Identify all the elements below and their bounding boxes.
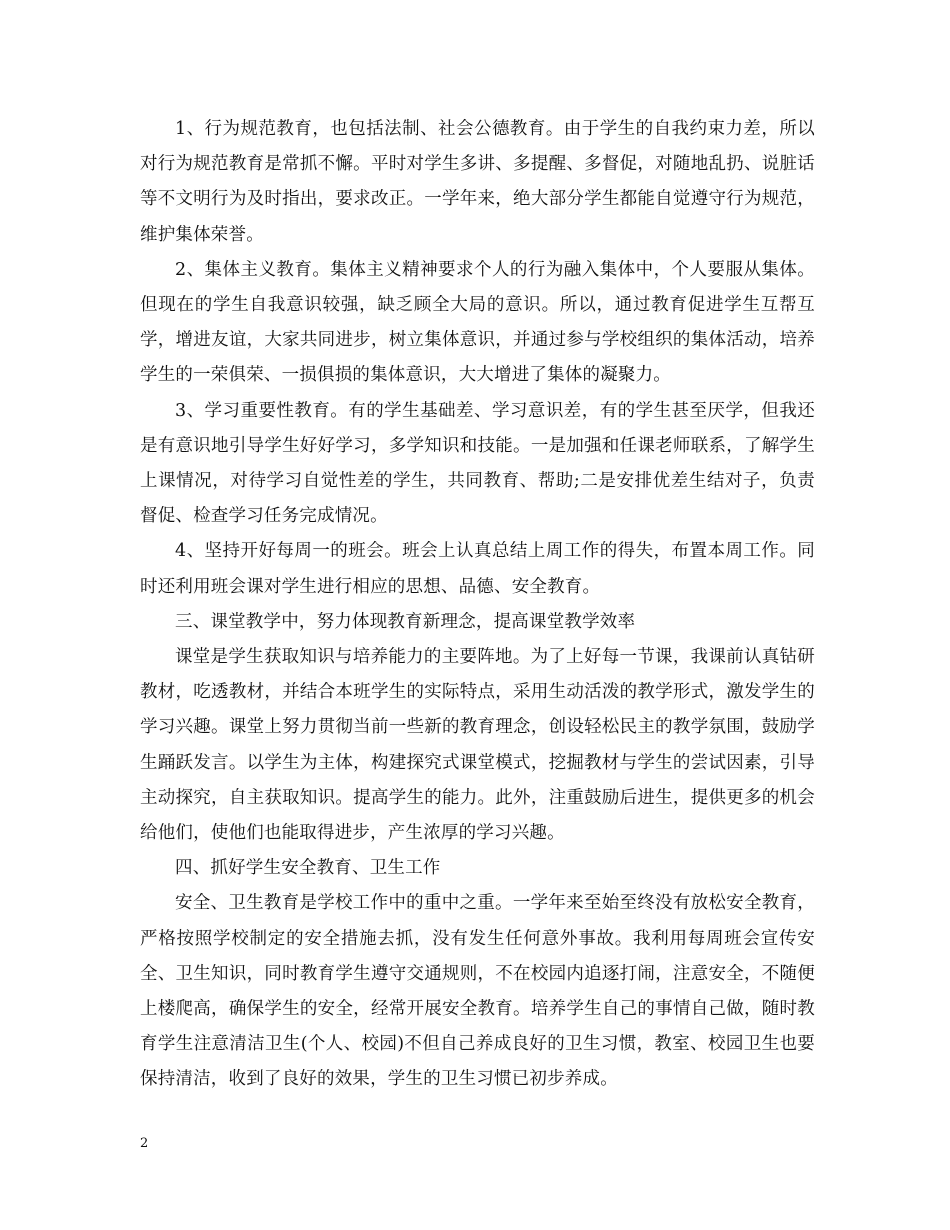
paragraph-behavior-norms: 1、行为规范教育，也包括法制、社会公德教育。由于学生的自我约束力差，所以对行为规范教育是常抓不懈。平时对学生多讲、多提醒、多督促，对随地乱扔、说脏话等不文明行为及时指出，要求改正。一学年来，绝大部分学生都能自觉遵守行为规范，维护集体荣誉。 — [140, 119, 815, 245]
section-heading-classroom-teaching: 三、课堂教学中，努力体现教育新理念，提高课堂教学效率 — [175, 611, 636, 632]
page-number: 2 — [140, 1136, 149, 1151]
paragraph-safety-hygiene: 安全、卫生教育是学校工作中的重中之重。一学年来至始至终没有放松安全教育，严格按照学校制定的安全措施去抓，没有发生任何意外事故。我利用每周班会宣传安全、卫生知识，同时教育学生遵守交通规则，不在校园内追逐打闹，注意安全，不随便上楼爬高，确保学生的安全，经常开展安全教育。培养学生自己的事情自己做，随时教育学生注意清洁卫生(个人、校园)不但自己养成良好的卫生习惯，教室、校园卫生也要保持清洁，收到了良好的效果，学生的卫生习惯已初步养成。 — [140, 893, 815, 1090]
document-body — [140, 112, 815, 1098]
paragraph-collectivism: 2、集体主义教育。集体主义精神要求个人的行为融入集体中，个人要服从集体。但现在的学生自我意识较强，缺乏顾全大局的意识。所以，通过教育促进学生互帮互学，增进友谊，大家共同进步，树立集体意识，并通过参与学校组织的集体活动，培养学生的一荣俱荣、一损俱损的集体意识，大大增进了集体的凝聚力。 — [140, 259, 815, 386]
paragraph-study-importance: 3、学习重要性教育。有的学生基础差、学习意识差，有的学生甚至厌学，但我还是有意识地引导学生好好学习，多学知识和技能。一是加强和任课老师联系，了解学生上课情况，对待学习自觉性差的学生，共同教育、帮助;二是安排优差生结对子，负责督促、检查学习任务完成情况。 — [140, 400, 815, 527]
paragraph-classroom-teaching: 课堂是学生获取知识与培养能力的主要阵地。为了上好每一节课，我课前认真钻研教材，吃透教材，并结合本班学生的实际特点，采用生动活泼的教学形式，激发学生的学习兴趣。课堂上努力贯彻当前一些新的教育理念，创设轻松民主的教学氛围，鼓励学生踊跃发言。以学生为主体，构建探究式课堂模式，挖掘教材与学生的尝试因素，引导主动探究，自主获取知识。提高学生的能力。此外，注重鼓励后进生，提供更多的机会给他们，使他们也能取得进步，产生浓厚的学习兴趣。 — [140, 647, 815, 844]
section-heading-safety-hygiene: 四、抓好学生安全教育、卫生工作 — [175, 858, 441, 879]
paragraph-class-meeting: 4、坚持开好每周一的班会。班会上认真总结上周工作的得失，布置本周工作。同时还利用班会课对学生进行相应的思想、品德、安全教育。 — [140, 541, 815, 597]
